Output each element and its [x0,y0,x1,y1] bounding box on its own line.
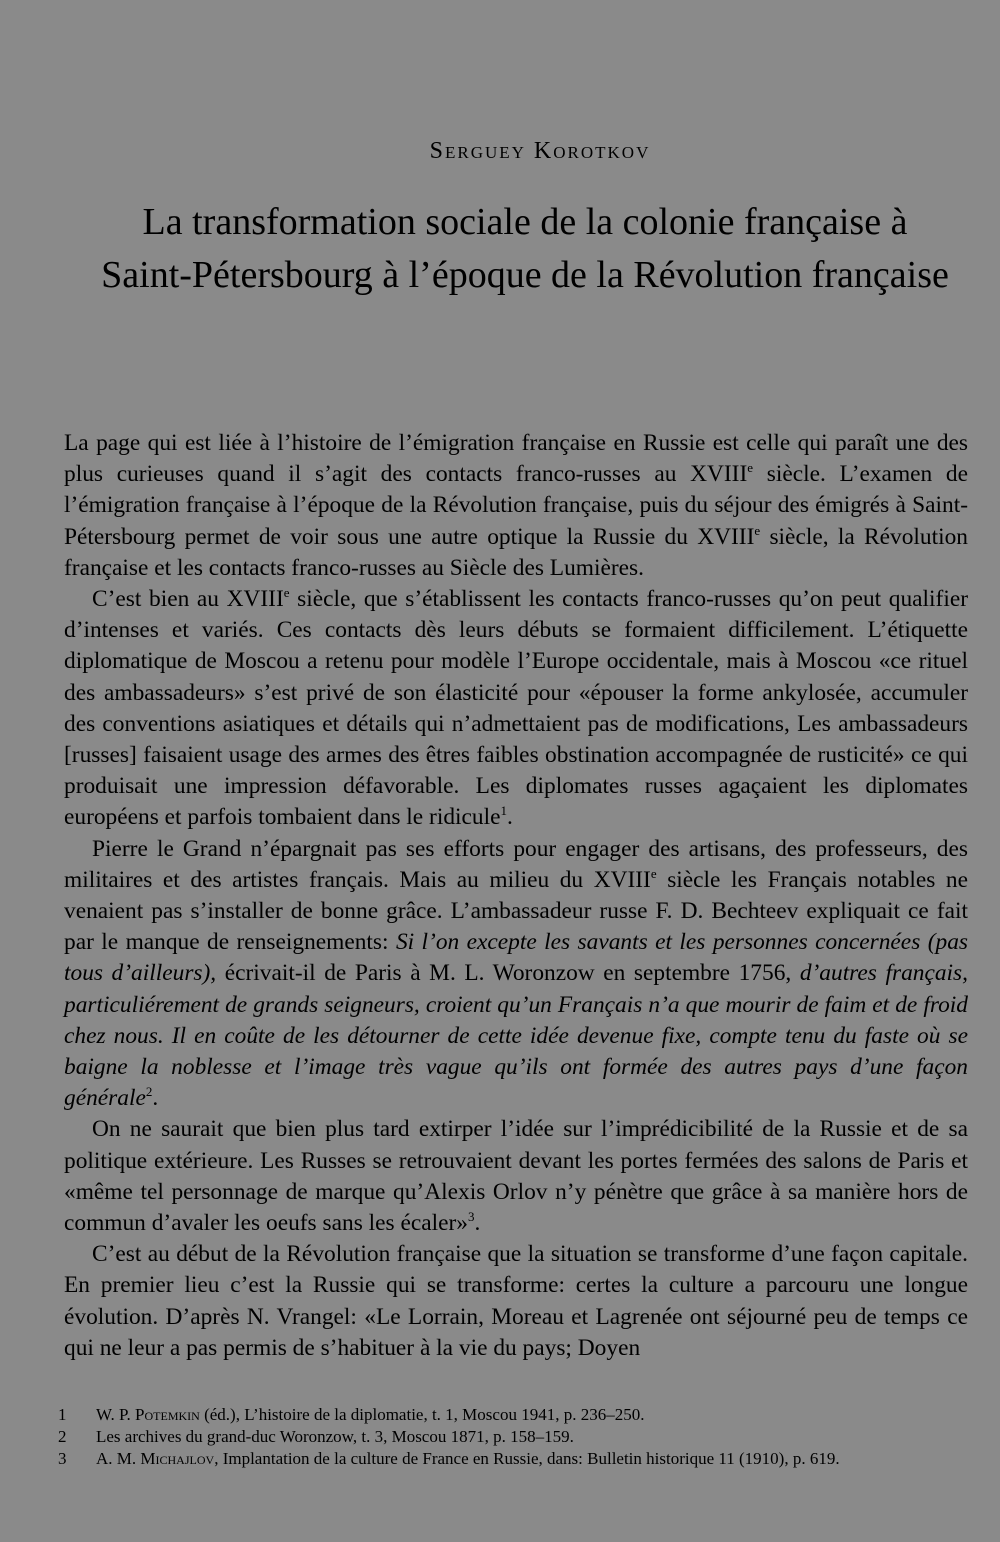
title-line-1: La transformation sociale de la colonie française à [142,201,908,243]
footnote-ref-1[interactable]: 1 [500,803,507,819]
footnote-ref-3[interactable]: 3 [467,1209,475,1225]
article-body [64,428,968,1364]
paragraph-5: C’est au début de la Révolution française que la situation se transforme d’une façon capitale. En premier lieu c’est la Russie qui se transforme: certes la culture a parcouru une longue évolution. D’après N. Vrangel: «Le Lorrain, Moreau et Lagrenée ont séjourné peu de temps ce qui ne leur a pas permis de s’habituer à la vie du pays; Doyen [64,1241,968,1361]
title-line-2: Saint-Pétersbourg à l’époque de la Révolution française [101,254,949,296]
footnotes [58,1404,968,1470]
paragraph-1: La page qui est liée à l’histoire de l’émigration française en Russie est celle qui paraît une des plus curieuses quand il s’agit des contacts franco-russes au XVIIIe siècle. L’examen de l’émigration française à l’époque de la Révolution française, puis du séjour des émigrés à Saint-Pétersbourg permet de voir sous une autre optique la Russie du XVIIIe siècle, la Révolution française et les contacts franco-russes au Siècle des Lumières. [64,430,968,581]
footnote-ref-2[interactable]: 2 [145,1084,153,1100]
author-name: Serguey Korotkov [429,138,651,164]
footnote-2: 2 Les archives du grand-duc Woronzow, t. 3, Moscou 1871, p. 158–159. [58,1427,574,1446]
footnote-1: 1 W. P. Potemkin (éd.), L’histoire de la diplomatie, t. 1, Moscou 1941, p. 236–250. [58,1405,645,1424]
article-title [0,196,1000,302]
paragraph-4: On ne saurait que bien plus tard extirper l’idée sur l’imprédicibilité de la Russie et de sa politique extérieure. Les Russes se retrouvaient devant les portes fermées des salons de Paris et «même tel personnage de marque qu’Alexis Orlov n’y pénètre que grâce à sa manière hors de commun d’avaler les oeufs sans les écaler»$^3$. [64,1116,968,1237]
paragraph-3: Pierre le Grand n’épargnait pas ses efforts pour engager des artisans, des professeurs, des militaires et des artistes français. Mais au milieu du XVIIIe siècle les Français notables ne venaient pas s’installer de bonne grâce. L’ambassadeur russe F. D. Bechteev expliquait ce fait par le manque de renseignements: Si l’on excepte les savants et les personnes concernées (pas tous d’ailleurs), écrivait-il de Paris à M. L. Woronzow en septembre 1756, d’autres français, particuliérement de grands seigneurs, croient qu’un Français n’a que mourir de faim et de froid chez nous. Il en coûte de les détourner de cette idée devenue fixe, compte tenu du faste où se baigne la noblesse et l’image très vague qu’ils ont formée des autres pays d’une façon générale$^2$. [64,835,968,1112]
paragraph-2: C’est bien au XVIIIe siècle, que s’établissent les contacts franco-russes qu’on peut qualifier d’intenses et variés. Ces contacts dès leurs débuts se formaient difficilement. L’étiquette diplomatique de Moscou a retenu pour modèle l’Europe occidentale, mais à Moscou «ce rituel des ambassadeurs» s’est privé de son élasticité pour «épouser la forme ankylosée, accumuler des conventions asiatiques et détails qui n’admettaient pas de modifications, Les ambassadeurs [russes] faisaient usage des armes des êtres faibles obstination accompagnée de rusticité» ce qui produisait une impression défavorable. Les diplomates russes agaçaient les diplomates européens et parfois tombaient dans le ridicule$^1$. [64,585,969,831]
footnote-3: 3 A. M. Michajlov, Implantation de la culture de France en Russie, dans: Bulletin historique 11 (1910), p. 619. [58,1449,840,1468]
